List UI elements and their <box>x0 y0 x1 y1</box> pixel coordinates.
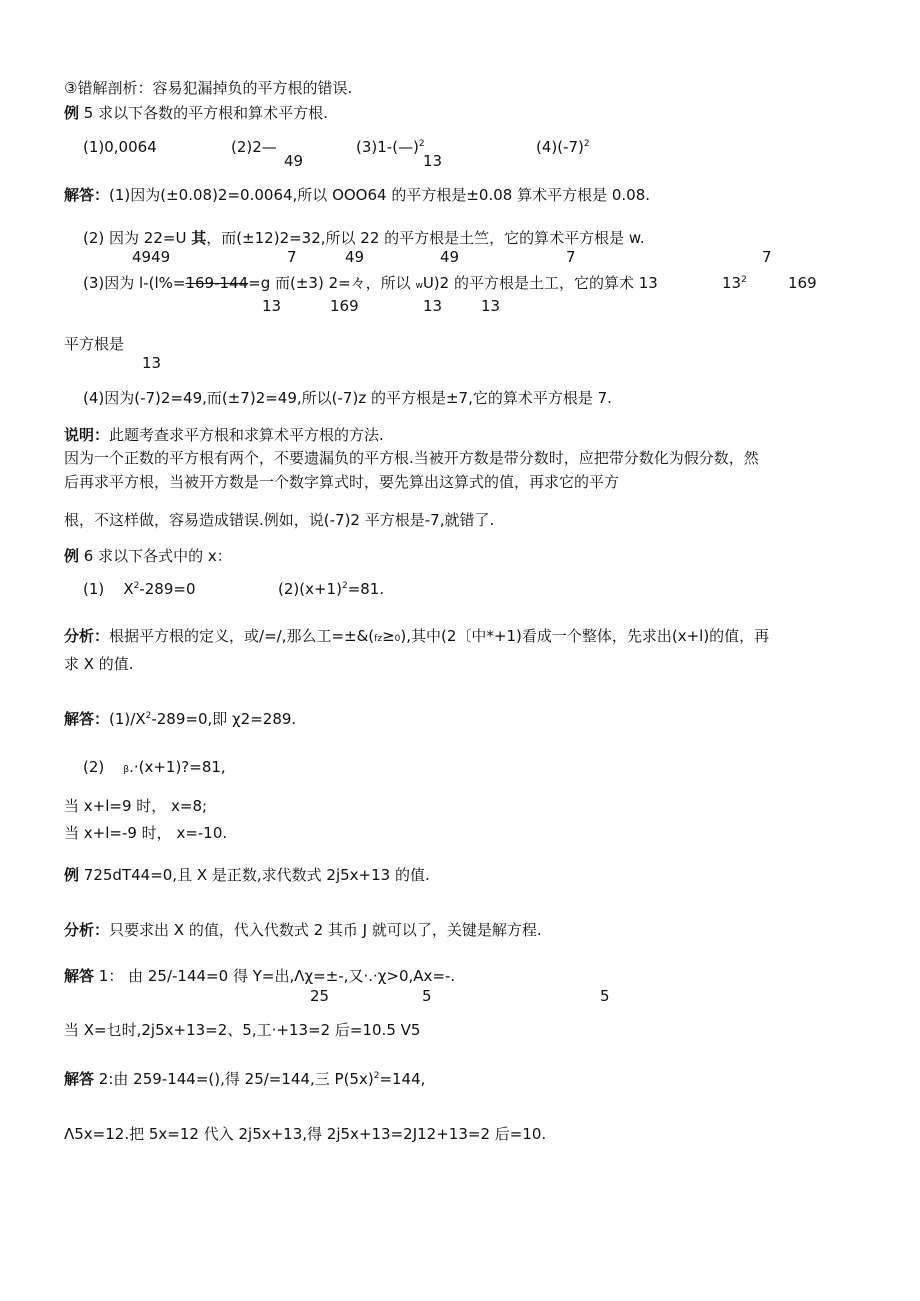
answer-label: 解答 <box>64 1070 95 1088</box>
example-label: 例 <box>64 104 80 122</box>
solution-7b-line1 <box>64 1069 425 1089</box>
small-text: 0 <box>394 634 401 644</box>
solution-7a-line1 <box>64 966 455 986</box>
solution-6-line3: 当 x+l=9 时， x=8; <box>64 797 208 815</box>
q5-part3 <box>356 137 425 157</box>
subscript: 7 <box>762 248 772 266</box>
exponent: 2 <box>373 1071 380 1081</box>
analysis-label: 分析： <box>64 627 110 645</box>
q6-text: =81. <box>347 580 385 598</box>
exponent: 2 <box>741 275 747 285</box>
q6-text: -289=0 <box>139 580 196 598</box>
answer-5-line3 <box>83 273 658 296</box>
answer-text: U)2 的平方根是土工，它的算术 13 <box>422 274 658 292</box>
solution-7b-line2: Λ5x=12.把 5x=12 代入 2j5x+13,得 2j5x+13=2J12+13=2 后=10. <box>64 1125 547 1143</box>
answer-5-line5: (4)因为(-7)2=49,而(±7)2=49,所以(-7)z 的平方根是±7,它的算术平方根是 7. <box>83 389 612 407</box>
subscript: 13 <box>423 297 443 315</box>
subscript: 25 <box>310 987 330 1005</box>
example-label: 例 <box>64 866 80 884</box>
subscript: 13 <box>262 297 282 315</box>
q5-part3-denominator: 13 <box>423 152 443 170</box>
answer-5-line2 <box>83 228 645 248</box>
small-text: fz <box>374 634 383 644</box>
exponent: 2 <box>145 711 152 721</box>
example-5-heading <box>64 103 328 123</box>
q6-part1 <box>83 579 196 599</box>
answer-5-line4: 平方根是 <box>64 335 125 353</box>
analysis-text: 只要求出 X 的值，代入代数式 2 其币 J 就可以了，关键是解方程. <box>109 921 542 939</box>
example-6-heading <box>64 546 232 566</box>
small-text: w <box>415 281 423 291</box>
analysis-text: ),其中(2〔中*+1)看成一个整体，先求出(x+l)的值，再 <box>400 627 770 645</box>
answer-label: 解答 <box>64 967 95 985</box>
answer-text: (2) <box>83 758 124 776</box>
analysis-label: 分析： <box>64 921 110 939</box>
q6-text: (2)(x+1) <box>278 580 342 598</box>
note-line4: 根，不这样做，容易造成错误.例如，说(-7)2 平方根是-7,就错了. <box>64 511 495 529</box>
small-text: β <box>123 765 130 775</box>
answer-text: =144, <box>379 1070 426 1088</box>
subscript: 169 <box>330 297 359 315</box>
subscript: 49 <box>440 248 460 266</box>
answer-text: (1)因为(±0.08)2=0.0064,所以 OOO64 的平方根是±0.08 算术平方根是 0.08. <box>109 186 651 204</box>
analysis-text: 根据平方根的定义，或/=/,那么工=±&( <box>109 627 375 645</box>
note-label: 说明： <box>64 426 110 444</box>
q5-part3-exp: 2 <box>418 139 425 149</box>
q5-part1: (1)0,0064 <box>83 138 157 156</box>
answer-text: .·(x+1)?=81, <box>129 758 226 776</box>
q5-part4 <box>536 137 590 157</box>
example-text: 5 求以下各数的平方根和算术平方根. <box>83 104 328 122</box>
struck-text: 169-144 <box>185 274 249 292</box>
answer-5-line3-169: 169 <box>788 274 817 292</box>
solution-7a-line2: 当 X=乜时,2j5x+13=2、5,工·+13=2 后=10.5 V5 <box>64 1021 421 1039</box>
answer-text: ，而(±12)2=32,所以 22 的平方根是土竺，它的算术平方根是 w. <box>206 229 645 247</box>
subscript: 5 <box>422 987 432 1005</box>
subscript: 5 <box>600 987 610 1005</box>
q5-part3-text: (3)1-(—) <box>356 138 419 156</box>
exponent: 2 <box>341 581 348 591</box>
note-heading <box>64 425 384 445</box>
note-text: 此题考查求平方根和求算术平方根的方法. <box>109 426 384 444</box>
answer-text: (2) 因为 22=U <box>83 229 192 247</box>
analysis-6-line1 <box>64 626 769 649</box>
subscript: 7 <box>566 248 576 266</box>
subscript: 13 <box>142 354 162 372</box>
answer-text: 1： 由 25/-144=0 得 Y=出,Λχ=±-,又·.·χ>0,Ax=-. <box>98 967 456 985</box>
q5-part2-denominator: 49 <box>284 152 304 170</box>
note-line3: 后再求平方根，当被开方数是一个数字算式时，要先算出这算式的值，再求它的平方 <box>64 473 620 491</box>
example-7-heading <box>64 865 430 885</box>
q5-part4-text: (4)(-7) <box>536 138 584 156</box>
solution-6-line4: 当 x+l=-9 时， x=-10. <box>64 824 228 842</box>
analysis-text: ≥ <box>382 627 395 645</box>
answer-5-line1 <box>64 185 650 205</box>
error-analysis-line: ③错解剖析：容易犯漏掉负的平方根的错误. <box>64 79 353 97</box>
subscript: 49 <box>345 248 365 266</box>
example-label: 例 <box>64 547 80 565</box>
subscript: 7 <box>287 248 297 266</box>
q5-part2: (2)2— <box>231 138 277 156</box>
answer-text: -289=0,即 χ2=289. <box>151 710 297 728</box>
answer-text: 2:由 259-144=(),得 25/=144,三 P(5x) <box>98 1070 374 1088</box>
answer-text: (1)/X <box>109 710 146 728</box>
answer-text: =g 而(±3) 2=々，所以 <box>248 274 416 292</box>
subscript: 13 <box>481 297 501 315</box>
exponent: 2 <box>133 581 140 591</box>
example-text: 6 求以下各式中的 x： <box>83 547 232 565</box>
analysis-7 <box>64 920 542 940</box>
note-line2: 因为一个正数的平方根有两个，不要遗漏负的平方根.当被开方数是带分数时，应把带分数化为假分数，然 <box>64 449 759 467</box>
q5-part4-exp: 2 <box>583 139 590 149</box>
solution-6-line1 <box>64 709 296 729</box>
answer-5-line3-13sq <box>722 273 747 293</box>
q6-part2 <box>278 579 384 599</box>
answer-bold-text: 其 <box>191 229 207 247</box>
analysis-6-line2: 求 X 的值. <box>64 655 134 673</box>
solution-6-line2 <box>83 757 226 780</box>
answer-label: 解答： <box>64 186 110 204</box>
q6-text: (1) X <box>83 580 134 598</box>
subscript: 4949 <box>132 248 171 266</box>
answer-label: 解答： <box>64 710 110 728</box>
answer-text: (3)因为 l-(l%= <box>83 274 186 292</box>
example-text: 725dT44=0,且 X 是正数,求代数式 2j5x+13 的值. <box>83 866 430 884</box>
answer-text: 13 <box>722 274 742 292</box>
